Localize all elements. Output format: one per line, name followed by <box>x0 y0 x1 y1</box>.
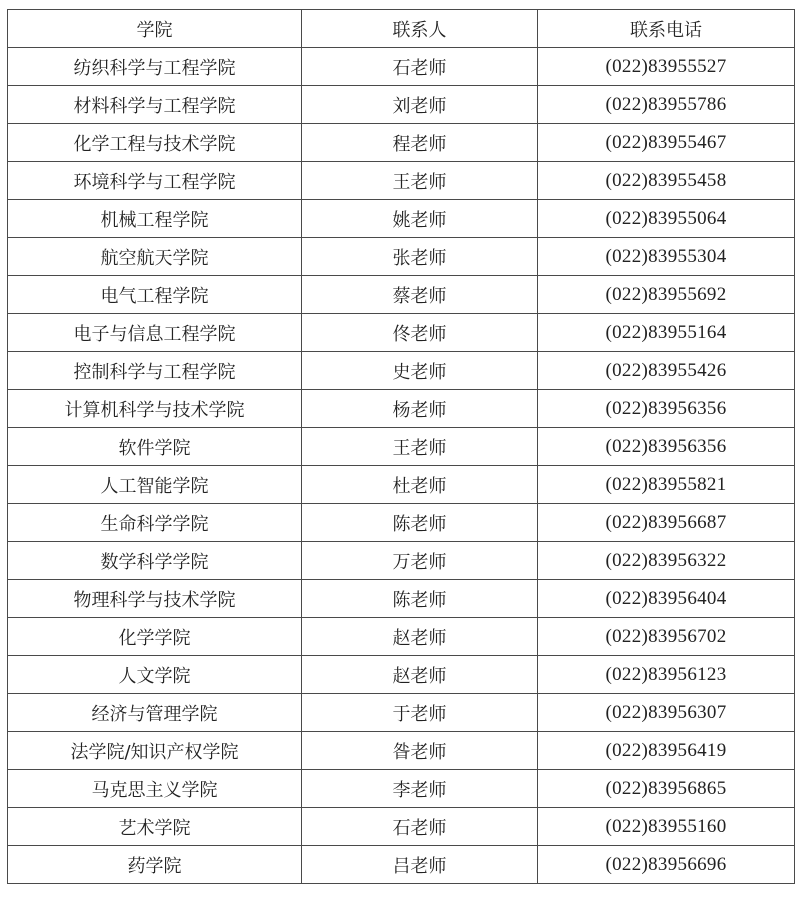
table-row <box>8 732 795 770</box>
college-name-cell: 物理科学与技术学院 <box>8 580 302 618</box>
table-row <box>8 86 795 124</box>
contact-person-cell: 昝老师 <box>302 732 538 770</box>
table-row <box>8 314 795 352</box>
contact-phone-cell: (022)83956687 <box>538 504 795 542</box>
contact-person-cell: 杨老师 <box>302 390 538 428</box>
contact-phone-cell: (022)83955458 <box>538 162 795 200</box>
contact-person-cell: 蔡老师 <box>302 276 538 314</box>
contact-person-cell: 陈老师 <box>302 580 538 618</box>
table-row <box>8 276 795 314</box>
contact-person-cell: 于老师 <box>302 694 538 732</box>
college-contacts-table <box>7 9 795 884</box>
college-name-cell: 软件学院 <box>8 428 302 466</box>
contact-person-cell: 张老师 <box>302 238 538 276</box>
contact-person-cell: 刘老师 <box>302 86 538 124</box>
college-name-cell: 人工智能学院 <box>8 466 302 504</box>
contact-person-cell: 史老师 <box>302 352 538 390</box>
contact-phone-cell: (022)83955064 <box>538 200 795 238</box>
contact-phone-cell: (022)83956356 <box>538 428 795 466</box>
college-name-cell: 化学工程与技术学院 <box>8 124 302 162</box>
header-college: 学院 <box>8 10 302 48</box>
contact-phone-cell: (022)83956123 <box>538 656 795 694</box>
table-row <box>8 200 795 238</box>
header-row <box>8 10 795 48</box>
table-row <box>8 48 795 86</box>
contact-person-cell: 石老师 <box>302 48 538 86</box>
table-row <box>8 124 795 162</box>
contact-person-cell: 吕老师 <box>302 846 538 884</box>
college-name-cell: 生命科学学院 <box>8 504 302 542</box>
table-row <box>8 352 795 390</box>
contact-phone-cell: (022)83955692 <box>538 276 795 314</box>
table-row <box>8 390 795 428</box>
table-row <box>8 542 795 580</box>
college-name-cell: 药学院 <box>8 846 302 884</box>
college-name-cell: 人文学院 <box>8 656 302 694</box>
contact-phone-cell: (022)83955164 <box>538 314 795 352</box>
college-name-cell: 材料科学与工程学院 <box>8 86 302 124</box>
contact-person-cell: 佟老师 <box>302 314 538 352</box>
table-row <box>8 504 795 542</box>
table-row <box>8 618 795 656</box>
contact-phone-cell: (022)83955527 <box>538 48 795 86</box>
contact-phone-cell: (022)83955426 <box>538 352 795 390</box>
table-row <box>8 162 795 200</box>
contact-phone-cell: (022)83956356 <box>538 390 795 428</box>
contact-person-cell: 杜老师 <box>302 466 538 504</box>
contact-person-cell: 石老师 <box>302 808 538 846</box>
college-name-cell: 机械工程学院 <box>8 200 302 238</box>
table-row <box>8 238 795 276</box>
contact-person-cell: 赵老师 <box>302 656 538 694</box>
contact-phone-cell: (022)83956307 <box>538 694 795 732</box>
contact-phone-cell: (022)83955467 <box>538 124 795 162</box>
contact-phone-cell: (022)83956404 <box>538 580 795 618</box>
contact-person-cell: 陈老师 <box>302 504 538 542</box>
college-name-cell: 经济与管理学院 <box>8 694 302 732</box>
contact-person-cell: 万老师 <box>302 542 538 580</box>
header-phone: 联系电话 <box>538 10 795 48</box>
college-name-cell: 纺织科学与工程学院 <box>8 48 302 86</box>
contact-person-cell: 姚老师 <box>302 200 538 238</box>
contact-phone-cell: (022)83955160 <box>538 808 795 846</box>
college-name-cell: 电气工程学院 <box>8 276 302 314</box>
contact-phone-cell: (022)83955786 <box>538 86 795 124</box>
college-name-cell: 控制科学与工程学院 <box>8 352 302 390</box>
college-name-cell: 数学科学学院 <box>8 542 302 580</box>
contact-person-cell: 程老师 <box>302 124 538 162</box>
college-name-cell: 化学学院 <box>8 618 302 656</box>
contact-phone-cell: (022)83956419 <box>538 732 795 770</box>
header-contact: 联系人 <box>302 10 538 48</box>
table-row <box>8 808 795 846</box>
contact-phone-cell: (022)83956696 <box>538 846 795 884</box>
college-name-cell: 环境科学与工程学院 <box>8 162 302 200</box>
table-row <box>8 770 795 808</box>
contact-person-cell: 李老师 <box>302 770 538 808</box>
contact-phone-cell: (022)83956865 <box>538 770 795 808</box>
contact-person-cell: 王老师 <box>302 428 538 466</box>
table-row <box>8 656 795 694</box>
contact-phone-cell: (022)83955821 <box>538 466 795 504</box>
contact-person-cell: 王老师 <box>302 162 538 200</box>
contact-phone-cell: (022)83956322 <box>538 542 795 580</box>
table-row <box>8 580 795 618</box>
table-row <box>8 466 795 504</box>
college-name-cell: 电子与信息工程学院 <box>8 314 302 352</box>
college-name-cell: 艺术学院 <box>8 808 302 846</box>
college-name-cell: 航空航天学院 <box>8 238 302 276</box>
college-name-cell: 法学院/知识产权学院 <box>8 732 302 770</box>
college-name-cell: 计算机科学与技术学院 <box>8 390 302 428</box>
table-row <box>8 846 795 884</box>
table-row <box>8 694 795 732</box>
college-name-cell: 马克思主义学院 <box>8 770 302 808</box>
table-body <box>8 48 795 884</box>
contact-phone-cell: (022)83955304 <box>538 238 795 276</box>
contact-person-cell: 赵老师 <box>302 618 538 656</box>
table-row <box>8 428 795 466</box>
contact-phone-cell: (022)83956702 <box>538 618 795 656</box>
